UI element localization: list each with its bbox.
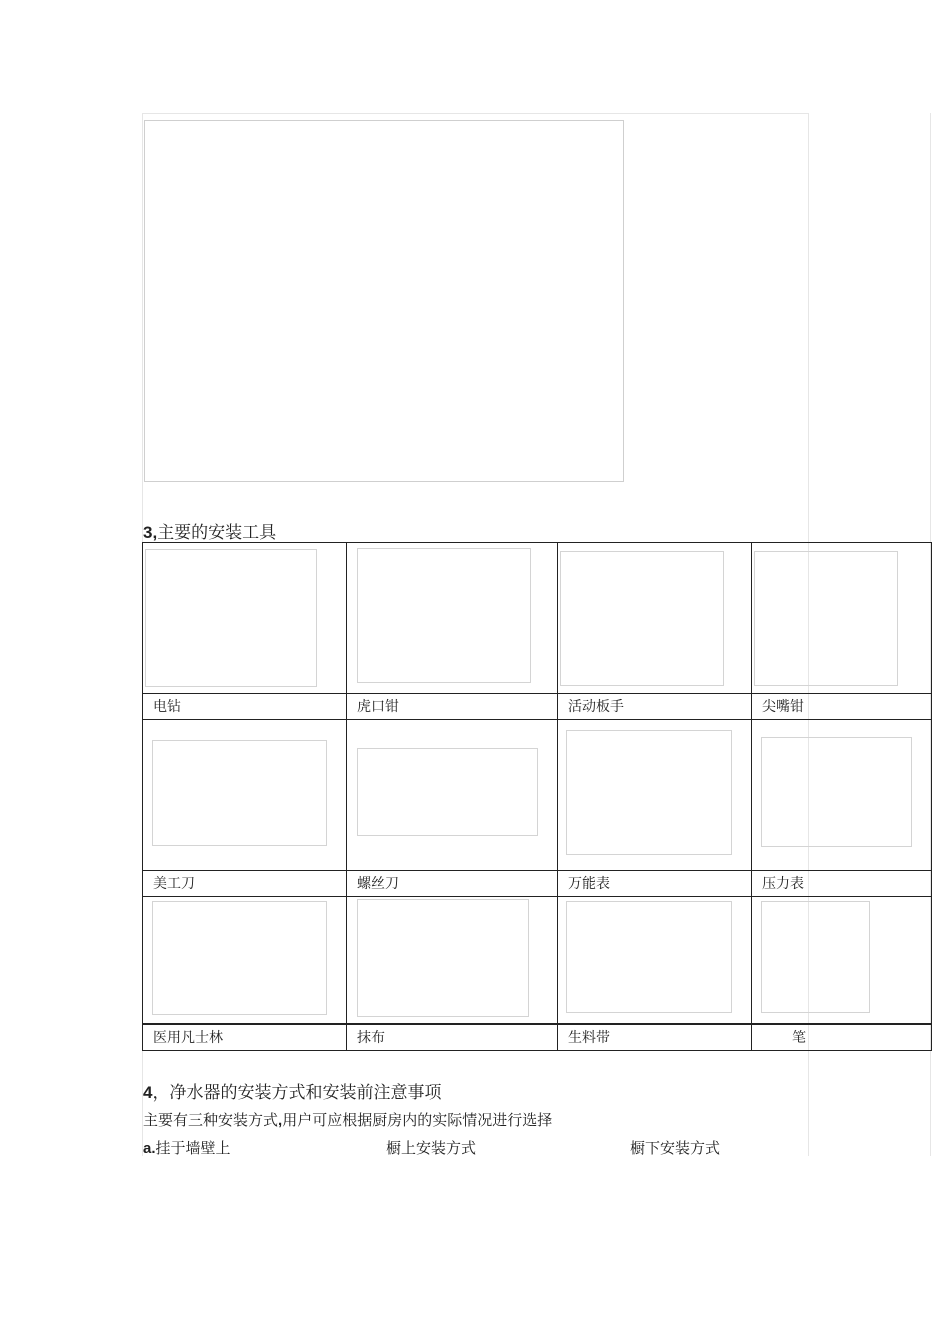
section-4-number: 4 [143,1083,153,1102]
install-option-c: 橱下安装方式 [630,1139,721,1157]
tool-label: 尖嘴钳 [762,699,804,715]
tool-image-multimeter [566,730,732,855]
tool-image-screwdriver [357,748,538,836]
tool-image-pen [761,901,870,1013]
tool-image-pressure-gauge [761,737,912,847]
option-a-prefix: a. [143,1140,156,1157]
main-figure-image [144,120,624,482]
tool-image-cell [558,897,752,1025]
tool-image-drill [145,549,317,687]
section-4-title: ，净水器的安装方式和安装前注意事项 [152,1083,442,1103]
tools-label-row [143,694,932,720]
tool-label: 万能表 [568,876,610,892]
tool-label-cell [143,871,347,897]
tools-label-row [143,871,932,897]
tool-label: 虎口钳 [357,699,399,715]
tool-image-cell [752,543,932,694]
tool-label-cell [347,871,558,897]
tool-label: 抹布 [357,1030,385,1046]
tools-image-row [143,720,932,871]
section-3-title: 主要的安装工具 [157,523,277,543]
tool-label-cell [143,1024,347,1051]
tool-image-cell [347,897,558,1025]
tool-image-cell [558,720,752,871]
tool-label-cell [752,694,932,720]
tools-label-row [143,1024,932,1051]
tool-image-cell [752,720,932,871]
tool-label: 压力表 [762,876,804,892]
tool-image-utility-knife [152,740,327,846]
tool-image-vaseline [152,901,327,1015]
tool-label-cell [347,694,558,720]
tool-image-needle-nose-pliers [754,551,898,686]
tool-label-cell [558,871,752,897]
tool-image-tiger-pliers [357,548,531,683]
section-3-number: 3, [143,523,158,542]
tool-image-cell [347,543,558,694]
tool-label-cell [752,1024,932,1051]
tool-image-cell [752,897,932,1025]
intro-comma: , [278,1112,283,1129]
tool-image-ptfe-tape [566,901,732,1013]
install-option-b: 橱上安装方式 [386,1139,477,1157]
tool-image-cell [143,543,347,694]
option-a-text: 挂于墙壁上 [155,1139,231,1157]
tools-image-row [143,897,932,1025]
install-option-a [143,1137,231,1158]
tool-label: 美工刀 [153,876,195,892]
tool-label-cell [558,694,752,720]
tool-label: 电钻 [153,699,181,715]
intro-text-a: 主要有三种安装方式 [143,1111,279,1129]
frame-top-line [142,113,809,114]
section-4-heading [143,1078,441,1103]
tool-label-cell [558,1024,752,1051]
intro-text-b: 用户可应根据厨房内的实际情况进行选择 [282,1111,553,1129]
tool-label: 螺丝刀 [357,876,399,892]
tool-image-adjustable-wrench [560,551,724,686]
tool-label-cell [347,1024,558,1051]
section-4-intro [143,1109,552,1130]
tool-label: 生料带 [568,1030,610,1046]
section-3-heading [143,518,276,543]
tool-label: 医用凡士林 [153,1030,223,1046]
tool-label: 笔 [792,1030,806,1046]
tools-table [142,542,932,1051]
tool-image-rag [357,899,529,1017]
tool-label-cell [143,694,347,720]
tool-label-cell [752,871,932,897]
tool-image-cell [558,543,752,694]
tool-image-cell [143,720,347,871]
tool-image-cell [143,897,347,1025]
tools-image-row [143,543,932,694]
tool-image-cell [347,720,558,871]
tool-label: 活动板手 [568,699,624,715]
